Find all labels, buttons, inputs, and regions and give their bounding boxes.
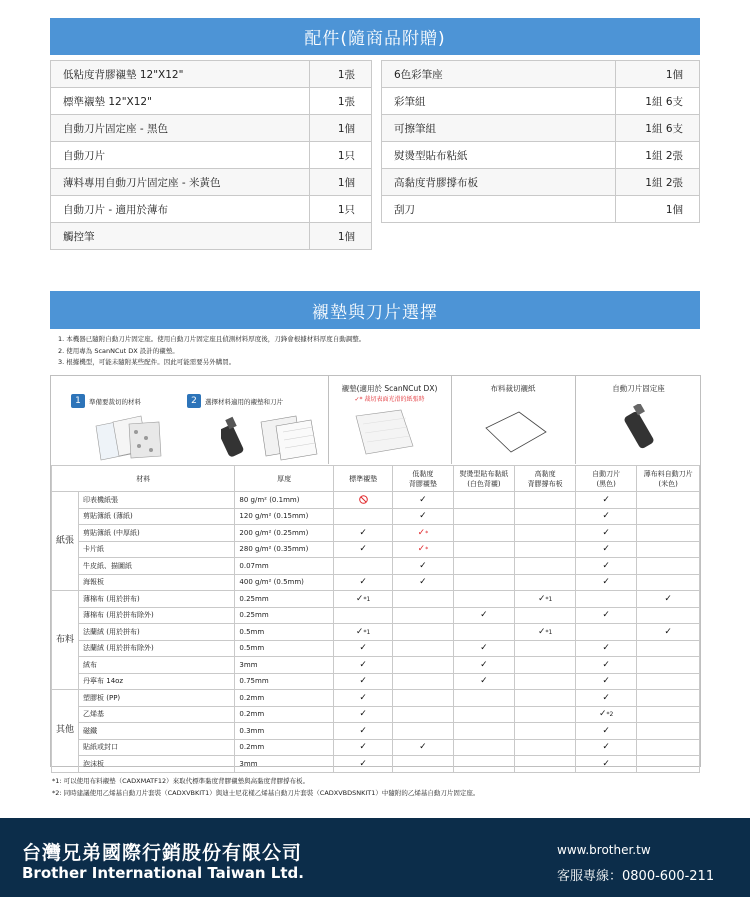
table-row: [52, 607, 700, 624]
accessory-qty: 1張: [310, 61, 372, 88]
accessory-name: 標準襯墊 12"X12": [51, 88, 310, 115]
website-link[interactable]: www.brother.tw: [557, 843, 651, 857]
accessory-name: 觸控筆: [51, 223, 310, 250]
footnote-1: *1: 可以使用布料襯墊（CADXMATF12）來取代標準黏度背膠襯墊與高黏度背膠撐布板。: [52, 777, 310, 785]
accessory-qty: 1只: [310, 142, 372, 169]
compat-cell: [333, 508, 392, 525]
check-icon: ✓: [359, 709, 367, 720]
compat-cell: [576, 706, 637, 723]
material-thickness: 0.75mm: [235, 673, 334, 690]
compat-cell: [637, 756, 700, 773]
selection-grid: [51, 465, 700, 773]
accessory-name: 熨燙型貼布粘紙: [382, 142, 616, 169]
accessory-qty: 1個: [310, 223, 372, 250]
compat-cell: [453, 624, 515, 641]
compat-cell: [393, 706, 453, 723]
fabric-sheet-illustration: [481, 406, 551, 458]
mat-illustration: [351, 406, 421, 458]
col-high-1: 高黏度: [534, 469, 556, 478]
step-1-label: 準備要裁切的材料: [89, 397, 141, 406]
col-low-tack-2: 背膠襯墊: [408, 479, 437, 488]
material-name: 牛皮紙、描圖紙: [79, 558, 235, 575]
paper-samples-icon: [91, 414, 166, 462]
accessory-row: [51, 88, 372, 115]
compat-cell: [333, 723, 392, 740]
step-2-label: 選擇材料適用的襯墊和刀片: [205, 397, 283, 406]
category-paper: 紙張: [52, 492, 79, 591]
accessory-name: 低粘度背膠襯墊 12"X12": [51, 61, 310, 88]
compat-cell: [393, 492, 453, 509]
compat-cell: [333, 541, 392, 558]
table-row: [52, 508, 700, 525]
compat-cell: [576, 541, 637, 558]
compat-cell: [576, 624, 637, 641]
accessory-name: 自動刀片 - 適用於薄布: [51, 196, 310, 223]
accessory-name: 自動刀片固定座 - 黑色: [51, 115, 310, 142]
compat-cell: [637, 525, 700, 542]
check-icon: ✓: [359, 659, 367, 670]
compat-cell: [515, 574, 576, 591]
category-fabric: 布料: [52, 591, 79, 690]
material-name: 泡沫板: [79, 756, 235, 773]
compat-cell: [393, 508, 453, 525]
check-icon: ✓: [602, 643, 610, 654]
table-row: [52, 706, 700, 723]
check-icon: ✓: [359, 742, 367, 753]
accessory-row: [51, 169, 372, 196]
company-name-zh: 台灣兄弟國際行銷股份有限公司: [22, 842, 303, 864]
compat-cell: [393, 756, 453, 773]
prohibited-icon: [359, 495, 368, 504]
table-row: [52, 541, 700, 558]
table-row: [52, 492, 700, 509]
selection-notes: [58, 334, 365, 369]
accessory-qty: 1組 2張: [616, 142, 700, 169]
accessory-qty: 1個: [310, 115, 372, 142]
accessory-row: [51, 61, 372, 88]
compat-cell: [515, 607, 576, 624]
col-beige-1: 薄布料自動刀片: [643, 469, 693, 478]
col-high-tack: [515, 466, 576, 492]
accessory-row: [51, 142, 372, 169]
compat-cell: [515, 541, 576, 558]
compat-cell: [393, 739, 453, 756]
table-row: [52, 673, 700, 690]
check-icon: ✓: [602, 577, 610, 588]
material-thickness: 0.07mm: [235, 558, 334, 575]
compat-cell: [515, 640, 576, 657]
compat-cell: [393, 657, 453, 674]
table-row: [52, 756, 700, 773]
check-icon: ✓: [359, 692, 367, 703]
accessory-qty: 1張: [310, 88, 372, 115]
compat-cell: [333, 607, 392, 624]
accessories-table-left: [50, 60, 372, 250]
selection-chart: [50, 375, 701, 767]
col-low-tack: [393, 466, 453, 492]
material-thickness: 3mm: [235, 756, 334, 773]
accessory-name: 刮刀: [382, 196, 616, 223]
compat-cell: [393, 525, 453, 542]
compat-cell: [333, 756, 392, 773]
compat-cell: [453, 657, 515, 674]
check-icon: ✓: [602, 692, 610, 703]
compat-cell: [515, 492, 576, 509]
compat-cell: [576, 723, 637, 740]
compat-cell: [576, 739, 637, 756]
accessory-qty: 1個: [616, 61, 700, 88]
group-mat-note: ✓* 裁切表面光滑的紙張時: [354, 396, 425, 403]
category-other: 其他: [52, 690, 79, 773]
check-note1-icon: ✓*1: [537, 626, 553, 637]
material-name: 薄棉布 (用於拼布): [79, 591, 235, 608]
material-thickness: 200 g/m² (0.25mm): [235, 525, 334, 542]
material-thickness: 3mm: [235, 657, 334, 674]
material-thickness: 400 g/m² (0.5mm): [235, 574, 334, 591]
col-high-2: 背膠撐布板: [527, 479, 563, 488]
check-note1-icon: ✓*1: [537, 593, 553, 604]
check-icon: ✓: [480, 676, 488, 687]
compat-cell: [637, 574, 700, 591]
step-2: [187, 394, 283, 408]
accessory-name: 高黏度背膠撐布板: [382, 169, 616, 196]
material-thickness: 0.25mm: [235, 591, 334, 608]
compat-cell: [393, 591, 453, 608]
compat-cell: [393, 640, 453, 657]
material-name: 剪貼簿紙 (薄紙): [79, 508, 235, 525]
material-thickness: 0.2mm: [235, 690, 334, 707]
check-icon: ✓: [419, 560, 427, 571]
check-icon: ✓: [602, 544, 610, 555]
compat-cell: [393, 541, 453, 558]
accessory-name: 可擦筆組: [382, 115, 616, 142]
footer: [0, 818, 750, 897]
check-note2-icon: ✓*2: [598, 709, 614, 720]
compat-cell: [637, 492, 700, 509]
compat-cell: [576, 508, 637, 525]
compat-cell: [453, 607, 515, 624]
compat-cell: [637, 706, 700, 723]
check-icon: ✓: [359, 676, 367, 687]
material-thickness: 120 g/m² (0.15mm): [235, 508, 334, 525]
compat-cell: [637, 508, 700, 525]
check-icon: ✓: [602, 511, 610, 522]
compat-cell: [333, 706, 392, 723]
material-name: 乙烯基: [79, 706, 235, 723]
compat-cell: [576, 558, 637, 575]
compat-cell: [453, 739, 515, 756]
compat-cell: [333, 574, 392, 591]
check-icon: ✓: [359, 643, 367, 654]
compat-cell: [515, 508, 576, 525]
compat-cell: [576, 574, 637, 591]
accessory-name: 彩筆組: [382, 88, 616, 115]
accessory-row: [382, 88, 700, 115]
compat-cell: [576, 640, 637, 657]
col-iron-on: [453, 466, 515, 492]
accessory-row: [382, 115, 700, 142]
accessory-qty: 1組 6支: [616, 115, 700, 142]
material-name: 海報板: [79, 574, 235, 591]
material-name: 法蘭絨 (用於拼布): [79, 624, 235, 641]
group-holder-label: 自動刀片固定座: [612, 384, 665, 393]
compat-cell: [393, 673, 453, 690]
accessories-title: 配件(隨商品附贈): [50, 18, 700, 55]
col-iron-2: (白色背襯): [467, 479, 501, 488]
compat-cell: [393, 607, 453, 624]
compat-cell: [637, 690, 700, 707]
compat-cell: [453, 690, 515, 707]
check-icon: ✓: [602, 610, 610, 621]
compat-cell: [515, 739, 576, 756]
check-icon: ✓: [602, 758, 610, 769]
compat-cell: [333, 739, 392, 756]
check-icon: ✓: [419, 742, 427, 753]
material-thickness: 0.2mm: [235, 706, 334, 723]
col-black-1: 自動刀片: [592, 469, 621, 478]
compat-cell: [576, 492, 637, 509]
accessory-row: [51, 115, 372, 142]
compat-cell: [453, 673, 515, 690]
compat-cell: [576, 690, 637, 707]
compat-cell: [393, 624, 453, 641]
material-name: 磁鐵: [79, 723, 235, 740]
material-thickness: 0.5mm: [235, 624, 334, 641]
compat-cell: [333, 525, 392, 542]
material-name: 絨布: [79, 657, 235, 674]
check-note1-icon: ✓*1: [355, 626, 371, 637]
check-icon: ✓: [419, 577, 427, 588]
check-icon: ✓: [359, 577, 367, 588]
material-name: 丹寧布 14oz: [79, 673, 235, 690]
blade-holder-icon: [619, 404, 664, 460]
compat-cell: [453, 558, 515, 575]
compat-cell: [637, 657, 700, 674]
material-thickness: 280 g/m² (0.35mm): [235, 541, 334, 558]
check-icon: ✓: [419, 511, 427, 522]
compat-cell: [333, 673, 392, 690]
compat-cell: [576, 657, 637, 674]
table-row: [52, 739, 700, 756]
accessory-row: [382, 142, 700, 169]
check-icon: ✓: [480, 643, 488, 654]
material-name: 貼紙或封口: [79, 739, 235, 756]
accessory-qty: 1組 6支: [616, 88, 700, 115]
check-icon: ✓: [602, 676, 610, 687]
material-name: 卡片紙: [79, 541, 235, 558]
material-thickness: 0.25mm: [235, 607, 334, 624]
check-icon: ✓: [602, 742, 610, 753]
material-thickness: 0.2mm: [235, 739, 334, 756]
accessory-row: [382, 61, 700, 88]
compat-cell: [515, 723, 576, 740]
accessory-row: [51, 196, 372, 223]
accessories-table-right: [381, 60, 700, 223]
check-icon: ✓: [664, 593, 672, 604]
compat-cell: [453, 591, 515, 608]
compat-cell: [453, 640, 515, 657]
compat-cell: [393, 558, 453, 575]
check-icon: ✓: [359, 527, 367, 538]
check-note1-icon: ✓*1: [355, 593, 371, 604]
table-row: [52, 574, 700, 591]
compat-cell: [333, 591, 392, 608]
material-name: 剪貼簿紙 (中厚紙): [79, 525, 235, 542]
compat-cell: [453, 508, 515, 525]
footnotes: [52, 775, 479, 799]
col-beige-2: (米色): [658, 479, 678, 488]
blade-and-mat-icon: [221, 412, 321, 464]
material-thickness: 0.5mm: [235, 640, 334, 657]
group-fabric-label: 布料裁切襯紙: [490, 384, 536, 393]
col-black-2: (黑色): [596, 479, 616, 488]
table-row: [52, 690, 700, 707]
check-icon: ✓: [602, 659, 610, 670]
check-icon: ✓: [664, 626, 672, 637]
compat-cell: [515, 591, 576, 608]
accessory-row: [51, 223, 372, 250]
compat-cell: [576, 607, 637, 624]
accessory-row: [382, 169, 700, 196]
step-1-number: 1: [71, 394, 85, 408]
compat-cell: [453, 706, 515, 723]
compat-cell: [333, 690, 392, 707]
compat-cell: [453, 492, 515, 509]
note-3: 3. 根據機型，可能未隨附某些配件。因此可能需要另外購買。: [58, 358, 236, 366]
compat-cell: [393, 690, 453, 707]
compat-cell: [515, 624, 576, 641]
compat-cell: [333, 657, 392, 674]
table-row: [52, 591, 700, 608]
compat-cell: [515, 673, 576, 690]
step-1: [71, 394, 141, 408]
compat-cell: [637, 607, 700, 624]
check-icon: ✓: [602, 725, 610, 736]
note-2: 2. 使用專為 ScanNCut DX 設計的襯墊。: [58, 346, 179, 355]
material-thickness: 0.3mm: [235, 723, 334, 740]
accessory-qty: 1個: [310, 169, 372, 196]
note-1: 1. 本機器已隨附自動刀片固定座。使用自動刀片固定座且偵測材料厚度後，刀鋒會根據材料厚度自動調整。: [58, 335, 366, 343]
table-row: [52, 657, 700, 674]
table-row: [52, 525, 700, 542]
accessory-name: 薄料專用自動刀片固定座 - 米黃色: [51, 169, 310, 196]
compat-cell: [637, 624, 700, 641]
accessory-qty: 1只: [310, 196, 372, 223]
material-name: 塑膠板 (PP): [79, 690, 235, 707]
check-icon: ✓: [359, 725, 367, 736]
compat-cell: [333, 624, 392, 641]
accessory-name: 自動刀片: [51, 142, 310, 169]
check-icon: ✓: [359, 758, 367, 769]
col-material: 材料: [52, 466, 235, 492]
accessory-qty: 1組 2張: [616, 169, 700, 196]
compat-cell: [515, 756, 576, 773]
compat-cell: [637, 591, 700, 608]
check-icon: ✓: [359, 544, 367, 555]
col-beige-holder: [637, 466, 700, 492]
material-name: 印表機紙張: [79, 492, 235, 509]
check-red-icon: ✓*: [417, 544, 429, 555]
group-mat-label: 襯墊(適用於 ScanNCut DX): [341, 384, 438, 393]
compat-cell: [637, 739, 700, 756]
compat-cell: [453, 574, 515, 591]
compat-cell: [637, 558, 700, 575]
compat-cell: [515, 706, 576, 723]
compat-cell: [637, 673, 700, 690]
col-standard: 標準襯墊: [333, 466, 392, 492]
company-name-en: Brother International Taiwan Ltd.: [22, 864, 304, 882]
compat-cell: [637, 640, 700, 657]
check-icon: ✓: [480, 659, 488, 670]
accessory-row: [382, 196, 700, 223]
material-name: 薄棉布 (用於拼布除外): [79, 607, 235, 624]
check-icon: ✓: [480, 610, 488, 621]
col-low-tack-1: 低黏度: [412, 469, 434, 478]
col-iron-1: 熨燙型貼布黏紙: [459, 469, 509, 478]
material-name: 法蘭絨 (用於拼布除外): [79, 640, 235, 657]
compat-cell: [515, 558, 576, 575]
table-row: [52, 624, 700, 641]
selection-title: 襯墊與刀片選擇: [50, 291, 700, 329]
compat-cell: [453, 756, 515, 773]
check-icon: ✓: [602, 527, 610, 538]
compat-cell: [515, 525, 576, 542]
compat-cell: [453, 723, 515, 740]
compat-cell: [576, 525, 637, 542]
col-thickness: 厚度: [235, 466, 334, 492]
step-2-number: 2: [187, 394, 201, 408]
check-red-icon: ✓*: [417, 527, 429, 538]
compat-cell: [637, 723, 700, 740]
footnote-2: *2: 同時建議使用乙烯基自動刀片套裝（CADXVBKIT1）與迪士尼花樣乙烯基自動刀片套裝（CADXVBDSNKIT1）中隨附的乙烯基自動刀片固定座。: [52, 789, 480, 797]
table-row: [52, 723, 700, 740]
table-row: [52, 640, 700, 657]
check-icon: ✓: [602, 494, 610, 505]
compat-cell: [333, 558, 392, 575]
accessory-name: 6色彩筆座: [382, 61, 616, 88]
compat-cell: [576, 756, 637, 773]
compat-cell: [393, 723, 453, 740]
compat-cell: [453, 525, 515, 542]
col-black-holder: [576, 466, 637, 492]
check-icon: ✓: [419, 494, 427, 505]
compat-cell: [576, 673, 637, 690]
table-row: [52, 558, 700, 575]
compat-cell: [453, 541, 515, 558]
material-thickness: 80 g/m² (0.1mm): [235, 492, 334, 509]
compat-cell: [333, 640, 392, 657]
compat-cell: [576, 591, 637, 608]
compat-cell: [333, 492, 392, 509]
compat-cell: [515, 690, 576, 707]
hotline: 客服專線：0800-600-211: [557, 869, 715, 884]
compat-cell: [393, 574, 453, 591]
accessory-qty: 1個: [616, 196, 700, 223]
compat-cell: [637, 541, 700, 558]
compat-cell: [515, 657, 576, 674]
check-icon: ✓: [602, 560, 610, 571]
